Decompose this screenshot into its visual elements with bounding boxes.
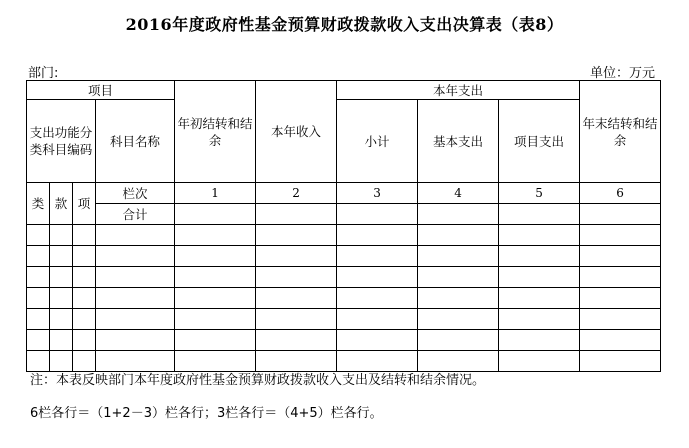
table-cell — [580, 267, 661, 288]
table-row — [27, 309, 661, 330]
table-cell — [256, 246, 337, 267]
table-cell — [499, 204, 580, 225]
column-number-3: 3 — [337, 183, 418, 204]
table-cell — [73, 246, 96, 267]
table-cell — [96, 267, 175, 288]
table-row — [27, 225, 661, 246]
table-cell — [337, 288, 418, 309]
code-class: 类 — [27, 183, 50, 225]
header-code: 支出功能分类科目编码 — [27, 100, 96, 183]
table-cell — [499, 330, 580, 351]
table-cell — [256, 330, 337, 351]
table-cell — [499, 246, 580, 267]
header-row-2 — [27, 100, 661, 183]
total-row — [27, 204, 661, 225]
table-cell — [499, 351, 580, 372]
table-cell — [418, 267, 499, 288]
table-cell — [580, 330, 661, 351]
table-cell — [50, 288, 73, 309]
table-cell — [175, 330, 256, 351]
table-row — [27, 267, 661, 288]
note-line-2: 6栏各行＝（1+2－3）栏各行；3栏各行＝（4+5）栏各行。 — [30, 406, 383, 421]
table-cell — [256, 225, 337, 246]
table-cell — [337, 267, 418, 288]
table-cell — [73, 309, 96, 330]
code-item: 项 — [73, 183, 96, 225]
table-cell — [580, 309, 661, 330]
report-table — [26, 80, 661, 372]
table-cell — [50, 330, 73, 351]
table-cell — [580, 288, 661, 309]
note-line-1: 注：本表反映部门本年度政府性基金预算财政拨款收入支出及结转和结余情况。 — [30, 373, 486, 388]
total-label: 合计 — [96, 204, 175, 225]
table-cell — [418, 330, 499, 351]
column-number-4: 4 — [418, 183, 499, 204]
table-row — [27, 330, 661, 351]
table-cell — [27, 330, 50, 351]
column-number-2: 2 — [256, 183, 337, 204]
table-cell — [73, 288, 96, 309]
report-title: 2016年度政府性基金预算财政拨款收入支出决算表（表8） — [125, 15, 564, 34]
table-cell — [337, 330, 418, 351]
table-cell — [27, 309, 50, 330]
table-cell — [580, 351, 661, 372]
table-cell — [96, 309, 175, 330]
table-cell — [27, 267, 50, 288]
header-item: 项目 — [27, 81, 175, 100]
table-cell — [96, 225, 175, 246]
table-cell — [96, 288, 175, 309]
table-cell — [73, 267, 96, 288]
header-end-balance: 年末结转和结余 — [580, 81, 661, 183]
department-label: 部门: — [28, 66, 59, 81]
table-cell — [256, 309, 337, 330]
column-number-5: 5 — [499, 183, 580, 204]
table-cell — [50, 309, 73, 330]
header-project: 项目支出 — [499, 100, 580, 183]
table-cell — [418, 309, 499, 330]
table-cell — [499, 225, 580, 246]
table-cell — [337, 204, 418, 225]
header-begin-balance: 年初结转和结余 — [175, 81, 256, 183]
column-number-1: 1 — [175, 183, 256, 204]
table-cell — [175, 246, 256, 267]
header-expense-group: 本年支出 — [337, 81, 580, 100]
table-cell — [418, 288, 499, 309]
table-cell — [73, 225, 96, 246]
header-row-1 — [27, 81, 661, 100]
table-cell — [27, 225, 50, 246]
table-cell — [580, 246, 661, 267]
table-cell — [256, 267, 337, 288]
table-cell — [337, 225, 418, 246]
code-section: 款 — [50, 183, 73, 225]
table-cell — [499, 309, 580, 330]
table-cell — [175, 204, 256, 225]
table-cell — [27, 288, 50, 309]
table-cell — [418, 246, 499, 267]
table-cell — [175, 288, 256, 309]
table-cell — [73, 330, 96, 351]
table-row — [27, 246, 661, 267]
table-cell — [418, 204, 499, 225]
table-cell — [50, 267, 73, 288]
table-cell — [175, 267, 256, 288]
table-cell — [96, 330, 175, 351]
table-cell — [337, 309, 418, 330]
unit-label: 单位：万元 — [589, 66, 655, 81]
table-cell — [418, 225, 499, 246]
header-basic: 基本支出 — [418, 100, 499, 183]
table-cell — [499, 288, 580, 309]
table-cell — [337, 246, 418, 267]
column-number-6: 6 — [580, 183, 661, 204]
table-cell — [256, 288, 337, 309]
table-cell — [50, 246, 73, 267]
header-subject-name: 科目名称 — [96, 100, 175, 183]
header-subtotal: 小计 — [337, 100, 418, 183]
row-label-column: 栏次 — [96, 183, 175, 204]
table-row — [27, 288, 661, 309]
table-cell — [27, 246, 50, 267]
empty-rows — [27, 225, 661, 372]
header-income: 本年收入 — [256, 81, 337, 183]
table-cell — [175, 309, 256, 330]
table-cell — [580, 204, 661, 225]
table-cell — [96, 246, 175, 267]
table-cell — [175, 225, 256, 246]
column-number-row — [27, 183, 661, 204]
table-cell — [499, 267, 580, 288]
table-cell — [256, 204, 337, 225]
table-cell — [580, 225, 661, 246]
table-cell — [50, 225, 73, 246]
